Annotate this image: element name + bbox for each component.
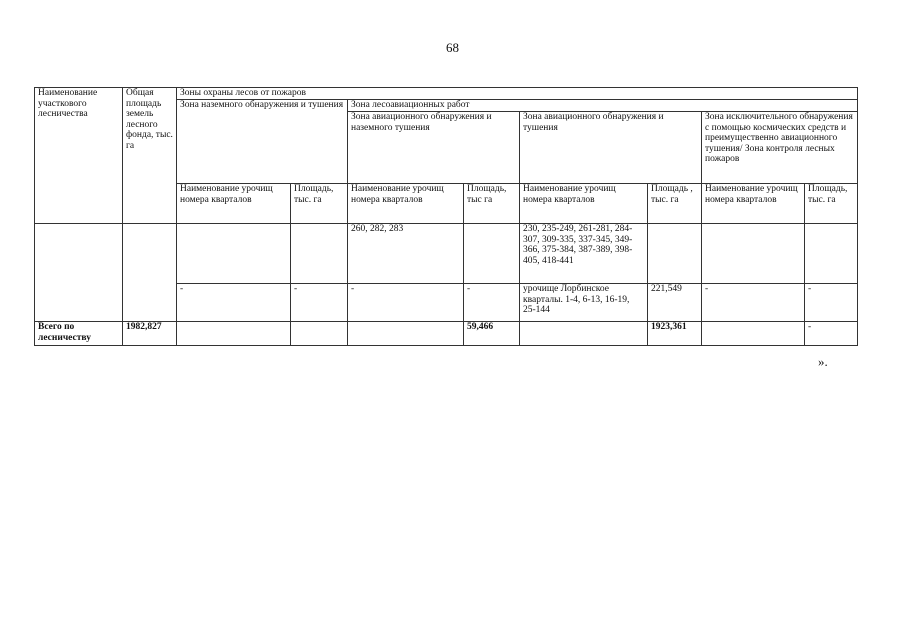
total-ag-name	[348, 322, 464, 346]
header-area-col: Общая площадь земель лесного фонда, тыс. га	[123, 88, 177, 224]
total-excl-name	[702, 322, 805, 346]
total-avia-name	[520, 322, 648, 346]
total-avia-area: 1923,361	[648, 322, 702, 346]
header-name-col: Наименование участкового лесничества	[35, 88, 123, 224]
header-fire-zones: Зоны охраны лесов от пожаров	[177, 88, 858, 100]
row-avia-area: 221,549	[648, 284, 702, 322]
forest-fire-zones-table	[34, 87, 858, 346]
total-ground-area	[291, 322, 348, 346]
header-exclusive-zone: Зона исключительного обнаружения с помощью космических средств и преимущественно авиационного тушения/ Зона контроля лесных пожаров	[702, 112, 858, 184]
header-avia-zone: Зона авиационного обнаружения и тушения	[520, 112, 702, 184]
row-excl-area: -	[805, 284, 858, 322]
row-ag-name: -	[348, 284, 464, 322]
subheader-ground-name: Наименование урочищ номера кварталов	[177, 184, 291, 224]
header-ground-zone: Зона наземного обнаружения и тушения	[177, 100, 348, 184]
total-area: 1982,827	[123, 322, 177, 346]
total-excl-area: -	[805, 322, 858, 346]
row-avia-name: урочище Лорбинское кварталы. 1-4, 6-13, 16-19, 25-144	[520, 284, 648, 322]
subheader-ag-area: Площадь, тыс га	[464, 184, 520, 224]
subheader-ground-area: Площадь, тыс. га	[291, 184, 348, 224]
row-excl-name: -	[702, 284, 805, 322]
row-ground-name: -	[177, 284, 291, 322]
table-row	[35, 224, 858, 284]
subheader-excl-name: Наименование урочищ номера кварталов	[702, 184, 805, 224]
total-ag-area: 59,466	[464, 322, 520, 346]
total-ground-name	[177, 322, 291, 346]
total-row	[35, 322, 858, 346]
header-aviation-works: Зона лесоавиационных работ	[348, 100, 858, 112]
row-avia-name: 230, 235-249, 261-281, 284-307, 309-335, 337-345, 349-366, 375-384, 387-389, 398-405, 418-441	[520, 224, 648, 284]
row-avia-area	[648, 224, 702, 284]
row-name-cell	[35, 224, 123, 322]
total-label: Всего по лесничеству	[35, 322, 123, 346]
row-ground-area	[291, 224, 348, 284]
subheader-excl-area: Площадь, тыс. га	[805, 184, 858, 224]
row-area-cell	[123, 224, 177, 322]
closing-quote: ».	[818, 354, 828, 369]
subheader-avia-name: Наименование урочищ номера кварталов	[520, 184, 648, 224]
row-excl-area	[805, 224, 858, 284]
subheader-avia-area: Площадь , тыс. га	[648, 184, 702, 224]
page-number: 68	[446, 40, 459, 55]
row-ground-name	[177, 224, 291, 284]
row-ag-name: 260, 282, 283	[348, 224, 464, 284]
row-ag-area	[464, 224, 520, 284]
row-ground-area: -	[291, 284, 348, 322]
row-ag-area: -	[464, 284, 520, 322]
row-excl-name	[702, 224, 805, 284]
subheader-ag-name: Наименование урочищ номера кварталов	[348, 184, 464, 224]
header-avia-ground-zone: Зона авиационного обнаружения и наземного тушения	[348, 112, 520, 184]
